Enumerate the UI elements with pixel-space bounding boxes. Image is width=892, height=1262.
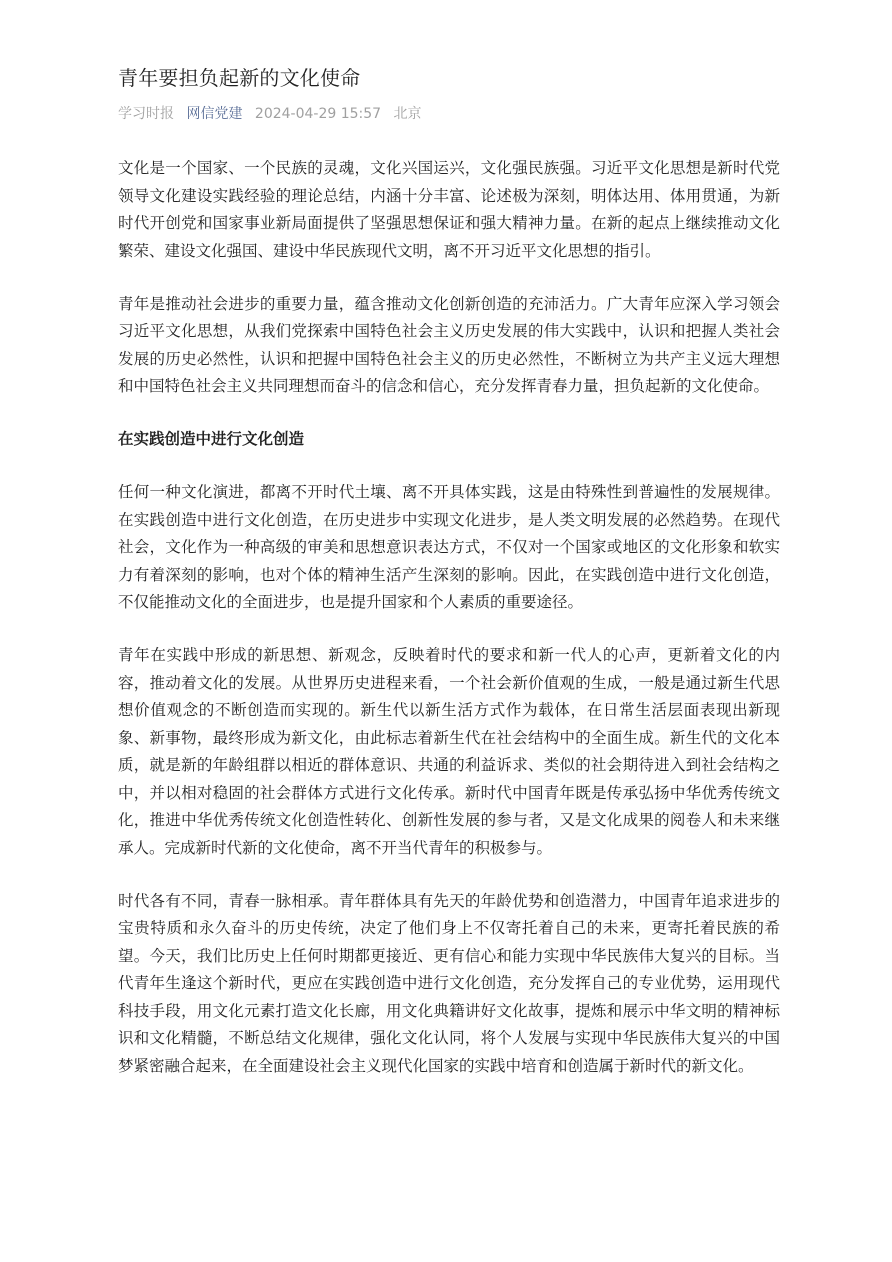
paragraph: 青年在实践中形成的新思想、新观念，反映着时代的要求和新一代人的心声，更新着文化的内容，推动着文化的发展。从世界历史进程来看，一个社会新价值观的生成，一般是通过新生代思想价值观念的不断创造而实现的。新生代以新生活方式作为载体，在日常生活层面表现出新现象、新事物，最终形成为新文化，由此标志着新生代在社会结构中的全面生成。新生代的文化本质，就是新的年龄组群以相近的群体意识、共通的利益诉求、类似的社会期待进入到社会结构之中，并以相对稳固的社会群体方式进行文化传承。新时代中国青年既是传承弘扬中华优秀传统文化，推进中华优秀传统文化创造性转化、创新性发展的参与者，又是文化成果的阅卷人和未来继承人。完成新时代新的文化使命，离不开当代青年的积极参与。 — [118, 646, 780, 857]
publish-time: 2024-04-29 15:57 — [254, 106, 382, 122]
article-title: 青年要担负起新的文化使命 — [118, 66, 361, 90]
article-meta — [118, 104, 780, 124]
paragraph: 文化是一个国家、一个民族的灵魂，文化兴国运兴，文化强民族强。习近平文化思想是新时代党领导文化建设实践经验的理论总结，内涵十分丰富、论述极为深刻，明体达用、体用贯通，为新时代开创党和国家事业新局面提供了坚强思想保证和强大精神力量。在新的起点上继续推动文化繁荣、建设文化强国、建设中华民族现代文明，离不开习近平文化思想的指引。 — [118, 159, 780, 260]
source-name: 学习时报 — [118, 106, 174, 122]
publish-location: 北京 — [393, 106, 422, 122]
article-content — [118, 155, 780, 1080]
paragraph: 任何一种文化演进，都离不开时代土壤、离不开具体实践，这是由特殊性到普遍性的发展规律。在实践创造中进行文化创造，在历史进步中实现文化进步，是人类文明发展的必然趋势。在现代社会，文化作为一种高级的审美和思想意识表达方式，不仅对一个国家或地区的文化形象和软实力有着深刻的影响，也对个体的精神生活产生深刻的影响。因此，在实践创造中进行文化创造，不仅能推动文化的全面进步，也是提升国家和个人素质的重要途径。 — [118, 483, 780, 611]
paragraph: 时代各有不同，青春一脉相承。青年群体具有先天的年龄优势和创造潜力，中国青年追求进步的宝贵特质和永久奋斗的历史传统，决定了他们身上不仅寄托着自己的未来，更寄托着民族的希望。今天，我们比历史上任何时期都更接近、更有信心和能力实现中华民族伟大复兴的目标。当代青年生逢这个新时代，更应在实践创造中进行文化创造，充分发挥自己的专业优势，运用现代科技手段，用文化元素打造文化长廊，用文化典籍讲好文化故事，提炼和展示中华文明的精神标识和文化精髓，不断总结文化规律，强化文化认同，将个人发展与实现中华民族伟大复兴的中国梦紧密融合起来，在全面建设社会主义现代化国家的实践中培育和创造属于新时代的新文化。 — [118, 891, 780, 1075]
paragraph: 青年是推动社会进步的重要力量，蕴含推动文化创新创造的充沛活力。广大青年应深入学习领会习近平文化思想，从我们党探索中国特色社会主义历史发展的伟大实践中，认识和把握人类社会发展的历史必然性，认识和把握中国特色社会主义的历史必然性，不断树立为共产主义远大理想和中国特色社会主义共同理想而奋斗的信念和信心，充分发挥青春力量，担负起新的文化使命。 — [118, 294, 780, 395]
account-link[interactable]: 网信党建 — [186, 106, 243, 122]
section-heading: 在实践创造中进行文化创造 — [118, 430, 305, 448]
